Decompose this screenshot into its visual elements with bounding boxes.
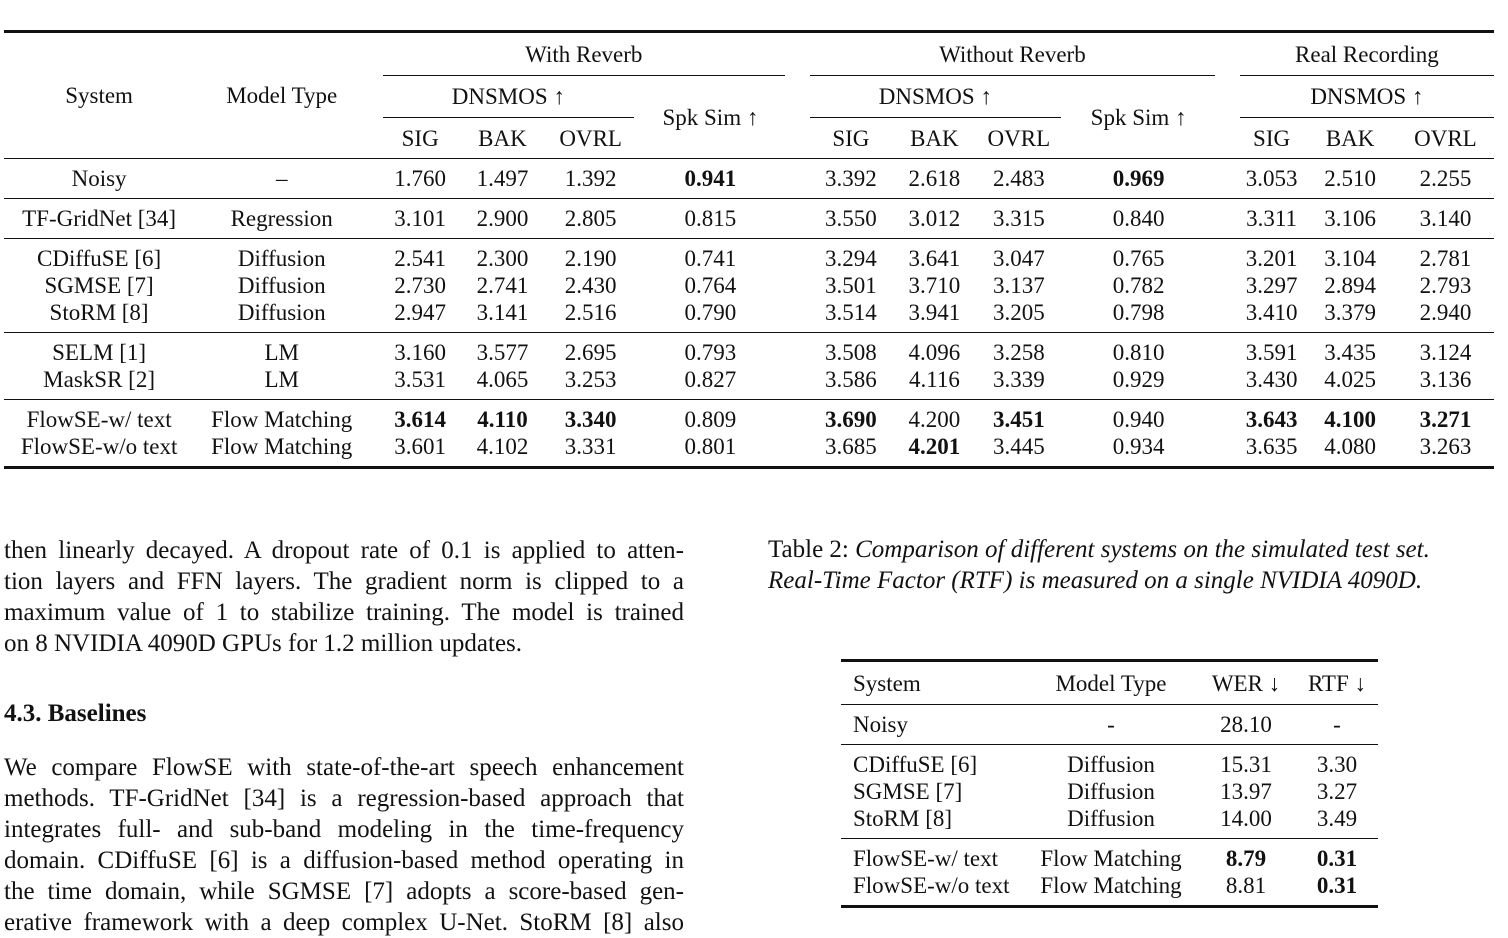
system-cell: CDiffuSE [6]	[4, 239, 194, 273]
model-type-cell: Regression	[194, 199, 369, 239]
header-ovrl: OVRL	[1414, 125, 1477, 151]
value-cell: 3.410	[1245, 300, 1298, 325]
value-cell: 4.025	[1324, 367, 1376, 392]
value-cell: 4.065	[476, 367, 529, 392]
table-row	[4, 239, 1494, 273]
value-cell: 2.255	[1397, 159, 1494, 199]
value-cell: 1.392	[547, 159, 634, 199]
value-cell: 4.096	[892, 333, 977, 367]
value-cell: 3.690	[810, 400, 892, 434]
value-cell: 2.695	[547, 333, 634, 367]
value-cell: 2.430	[564, 273, 617, 298]
table-row	[841, 778, 1378, 805]
value-cell: 2.805	[547, 199, 634, 239]
value-cell: 3.271	[1397, 400, 1494, 434]
value-cell: 8.81	[1196, 872, 1296, 907]
system-cell: MaskSR [2]	[43, 367, 155, 392]
value-cell: 2.190	[547, 239, 634, 273]
value-cell: 3.501	[824, 273, 877, 298]
table-header-row	[841, 661, 1378, 705]
value-cell: Diffusion	[1026, 745, 1196, 779]
value-cell: 0.840	[1062, 199, 1214, 239]
value-cell: 3.124	[1397, 333, 1494, 367]
value-cell: 3.941	[908, 300, 961, 325]
value-cell: 3.445	[977, 433, 1061, 468]
header-without-reverb: Without Reverb	[810, 32, 1215, 76]
table-row	[841, 805, 1378, 839]
table-row	[4, 433, 1494, 468]
value-cell: 3.430	[1245, 367, 1298, 392]
value-cell: 3.614	[383, 400, 458, 434]
value-cell: 3.710	[908, 273, 961, 298]
value-cell: 0.809	[636, 400, 785, 434]
value-cell: 4.102	[458, 433, 547, 468]
value-cell: 0.934	[1062, 433, 1214, 468]
value-cell: 0.940	[1062, 400, 1214, 434]
table-row	[841, 872, 1378, 907]
system-cell: StoRM [8]	[853, 806, 953, 831]
table-row	[4, 299, 1494, 333]
model-type-cell: –	[194, 159, 369, 199]
value-cell: 3.27	[1316, 779, 1358, 804]
header-cell: Model Type	[1026, 661, 1196, 705]
system-cell: FlowSE-w/ text	[4, 400, 194, 434]
table-row	[4, 159, 1494, 199]
header-ovrl: OVRL	[987, 125, 1051, 151]
table-row	[841, 839, 1378, 873]
header-spk-sim-without-reverb: Spk Sim ↑	[1090, 104, 1187, 130]
value-cell: 3.258	[977, 333, 1061, 367]
value-cell: 2.730	[394, 273, 447, 298]
value-cell: 13.97	[1220, 779, 1272, 804]
value-cell: 0.969	[1062, 159, 1214, 199]
value-cell: 3.514	[824, 300, 877, 325]
model-type-cell: LM	[194, 333, 369, 367]
value-cell: 4.200	[892, 400, 977, 434]
value-cell: 2.618	[892, 159, 977, 199]
value-cell: 3.331	[547, 433, 634, 468]
value-cell: 3.635	[1240, 433, 1304, 468]
value-cell: 3.201	[1240, 239, 1304, 273]
value-cell: 0.31	[1296, 872, 1378, 907]
header-cell: RTF ↓	[1296, 661, 1378, 705]
value-cell: 0.31	[1296, 839, 1378, 873]
value-cell: 3.160	[383, 333, 458, 367]
text-line: maximum value of 1 to stabilize training. The model is trained	[4, 599, 684, 626]
text-line: We compare FlowSE with state-of-the-art speech enhancement	[4, 754, 684, 781]
value-cell: 4.110	[458, 400, 547, 434]
value-cell: 3.508	[810, 333, 892, 367]
value-cell: 4.100	[1303, 400, 1397, 434]
system-cell: FlowSE-w/o text	[4, 433, 194, 468]
value-cell: 2.516	[564, 300, 617, 325]
value-cell: 0.815	[636, 199, 785, 239]
text-line: domain. CDiffuSE [6] is a diffusion-based method operating in	[4, 847, 684, 874]
header-dnsmos-with-reverb: DNSMOS ↑	[383, 76, 635, 118]
value-cell: 3.685	[810, 433, 892, 468]
value-cell: 2.510	[1303, 159, 1397, 199]
model-type-cell: Diffusion	[194, 239, 369, 273]
header-cell: System	[841, 661, 1026, 705]
caption-text: Comparison of different systems on the simulated test set. Real-Time Factor (RTF) is measured on a single NVIDIA 4090D.	[768, 536, 1430, 594]
table2-caption	[768, 534, 1450, 596]
text-line: the time domain, while SGMSE [7] adopts a score-based gen-	[4, 878, 684, 905]
value-cell: Diffusion	[1067, 779, 1155, 804]
header-sig: SIG	[832, 125, 870, 151]
header-bak: BAK	[1325, 125, 1375, 151]
value-cell: 3.643	[1240, 400, 1304, 434]
header-sig: SIG	[401, 125, 439, 151]
value-cell: 2.940	[1419, 300, 1472, 325]
value-cell: 1.497	[458, 159, 547, 199]
system-cell: TF-GridNet [34]	[4, 199, 194, 239]
value-cell: 0.741	[636, 239, 785, 273]
value-cell: 3.047	[977, 239, 1061, 273]
caption-label: Table 2:	[768, 536, 849, 563]
header-dnsmos-without-reverb: DNSMOS ↑	[810, 76, 1061, 118]
value-cell: 2.300	[458, 239, 547, 273]
value-cell: 3.435	[1303, 333, 1397, 367]
value-cell: 3.104	[1303, 239, 1397, 273]
value-cell: 3.136	[1419, 367, 1472, 392]
value-cell: 3.311	[1240, 199, 1304, 239]
value-cell: 3.30	[1296, 745, 1378, 779]
value-cell: 3.140	[1397, 199, 1494, 239]
model-type-cell: Diffusion	[237, 273, 326, 298]
system-cell: FlowSE-w/o text	[841, 872, 1026, 907]
value-cell: 3.137	[992, 273, 1045, 298]
header-ovrl: OVRL	[559, 125, 622, 151]
value-cell: 3.012	[892, 199, 977, 239]
value-cell: 4.080	[1303, 433, 1397, 468]
value-cell: 0.941	[636, 159, 785, 199]
value-cell: 2.900	[458, 199, 547, 239]
table-row	[4, 333, 1494, 367]
value-cell: 0.765	[1062, 239, 1214, 273]
value-cell: 3.297	[1245, 273, 1298, 298]
value-cell: 8.79	[1196, 839, 1296, 873]
value-cell: -	[1333, 712, 1341, 737]
value-cell: 0.810	[1062, 333, 1214, 367]
table-row	[4, 199, 1494, 239]
value-cell: 3.205	[992, 300, 1045, 325]
value-cell: 14.00	[1220, 806, 1272, 831]
value-cell: 3.340	[547, 400, 634, 434]
value-cell: 3.451	[977, 400, 1061, 434]
value-cell: 4.201	[892, 433, 977, 468]
value-cell: 3.550	[810, 199, 892, 239]
header-model-type: Model Type	[194, 32, 369, 159]
value-cell: 3.253	[564, 367, 617, 392]
value-cell: 2.483	[977, 159, 1061, 199]
system-cell: FlowSE-w/ text	[841, 839, 1026, 873]
model-type-cell: Flow Matching	[194, 433, 369, 468]
text-line: erative framework with a deep complex U-Net. StoRM [8] also	[4, 909, 684, 936]
value-cell: 3.294	[810, 239, 892, 273]
system-cell: SELM [1]	[4, 333, 194, 367]
table-row	[841, 705, 1378, 745]
header-sig: SIG	[1253, 125, 1291, 151]
value-cell: 2.541	[383, 239, 458, 273]
header-bak: BAK	[478, 125, 527, 151]
header-system: System	[4, 32, 194, 159]
value-cell: 2.781	[1397, 239, 1494, 273]
system-cell: Noisy	[853, 712, 908, 737]
text-line: then linearly decayed. A dropout rate of 0.1 is applied to atten-	[4, 537, 684, 564]
value-cell: 2.947	[394, 300, 447, 325]
value-cell: 15.31	[1196, 745, 1296, 779]
value-cell: 0.798	[1112, 300, 1165, 325]
header-real-recording: Real Recording	[1240, 32, 1494, 76]
value-cell: 3.577	[458, 333, 547, 367]
value-cell: 3.106	[1303, 199, 1397, 239]
value-cell: 3.315	[977, 199, 1061, 239]
value-cell: 4.116	[908, 367, 960, 392]
table-row	[4, 366, 1494, 400]
model-type-cell: Diffusion	[237, 300, 326, 325]
value-cell: 1.760	[383, 159, 458, 199]
value-cell: 3.601	[383, 433, 458, 468]
value-cell: 0.764	[684, 273, 737, 298]
value-cell: Flow Matching	[1026, 839, 1196, 873]
table-row	[841, 745, 1378, 779]
system-cell: SGMSE [7]	[853, 779, 963, 804]
value-cell: 3.053	[1240, 159, 1304, 199]
value-cell: 3.392	[810, 159, 892, 199]
header-cell: WER ↓	[1196, 661, 1296, 705]
value-cell: 3.263	[1397, 433, 1494, 468]
results-table-rtf	[841, 659, 1378, 908]
value-cell: 3.141	[476, 300, 529, 325]
value-cell: -	[1107, 712, 1115, 737]
model-type-cell: LM	[264, 367, 299, 392]
value-cell: 0.782	[1112, 273, 1165, 298]
table-row	[4, 400, 1494, 434]
value-cell: 2.793	[1419, 273, 1472, 298]
value-cell: 3.379	[1324, 300, 1376, 325]
system-cell: Noisy	[4, 159, 194, 199]
value-cell: 0.801	[636, 433, 785, 468]
value-cell: Diffusion	[1067, 806, 1155, 831]
results-table-main	[4, 30, 1494, 469]
value-cell: 0.790	[684, 300, 737, 325]
text-line: on 8 NVIDIA 4090D GPUs for 1.2 million updates.	[4, 630, 523, 657]
system-cell: CDiffuSE [6]	[841, 745, 1026, 779]
value-cell: 3.591	[1240, 333, 1304, 367]
system-cell: SGMSE [7]	[44, 273, 154, 298]
header-spk-sim-with-reverb: Spk Sim ↑	[662, 104, 759, 130]
value-cell: 3.339	[992, 367, 1045, 392]
header-bak: BAK	[910, 125, 959, 151]
value-cell: 3.641	[892, 239, 977, 273]
value-cell: 0.827	[684, 367, 737, 392]
text-line: methods. TF-GridNet [34] is a regression-based approach that	[4, 785, 684, 812]
value-cell: 3.49	[1316, 806, 1358, 831]
value-cell: 28.10	[1220, 712, 1272, 737]
value-cell: 0.929	[1112, 367, 1165, 392]
value-cell: Flow Matching	[1026, 872, 1196, 907]
model-type-cell: Flow Matching	[194, 400, 369, 434]
table-row	[4, 272, 1494, 299]
value-cell: 0.793	[636, 333, 785, 367]
text-line: tion layers and FFN layers. The gradient norm is clipped to a	[4, 568, 684, 595]
value-cell: 3.101	[383, 199, 458, 239]
text-line: integrates full- and sub-band modeling in the time-frequency	[4, 816, 684, 843]
section-heading-baselines: 4.3. Baselines	[4, 700, 147, 727]
system-cell: StoRM [8]	[49, 300, 149, 325]
value-cell: 2.741	[476, 273, 529, 298]
header-with-reverb: With Reverb	[383, 32, 785, 76]
header-dnsmos-real: DNSMOS ↑	[1240, 76, 1494, 118]
value-cell: 2.894	[1324, 273, 1376, 298]
value-cell: 3.586	[824, 367, 877, 392]
value-cell: 3.531	[394, 367, 447, 392]
